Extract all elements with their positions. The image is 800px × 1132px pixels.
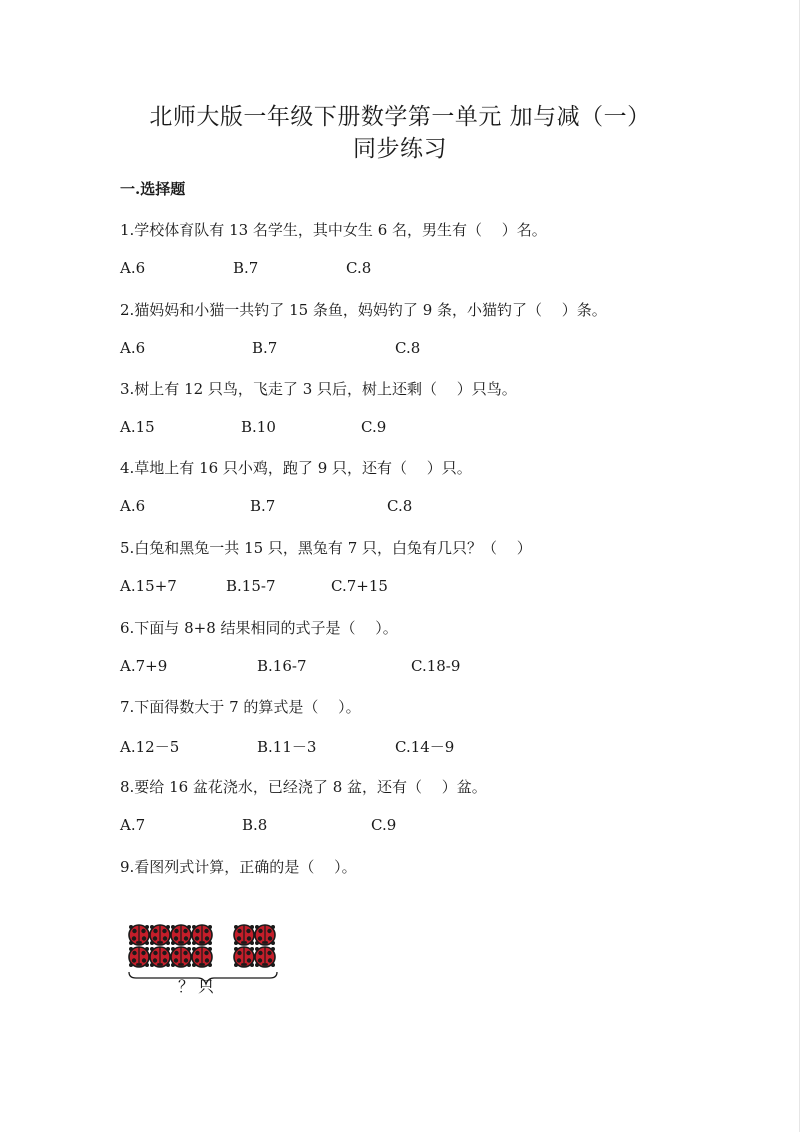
ladybug-group-right: [234, 925, 275, 967]
ladybug-icon: [255, 947, 275, 967]
q5-option-b: B.15-7: [226, 577, 276, 595]
q6-option-c: C.18-9: [411, 657, 461, 675]
ladybug-icon: [150, 925, 170, 945]
ladybug-icon: [129, 925, 149, 945]
question-7: 7.下面得数大于 7 的算式是（ ）。: [120, 698, 361, 716]
ladybug-figure: [120, 908, 320, 998]
q3-option-c: C.9: [361, 418, 387, 436]
q3-option-a: A.15: [120, 418, 155, 436]
q7-option-a: A.12－5: [120, 738, 180, 756]
ladybug-icon: [255, 925, 275, 945]
ladybug-icon: [171, 947, 191, 967]
ladybug-group-left: [129, 925, 212, 967]
q7-option-b: B.11－3: [257, 738, 317, 756]
ladybug-icon: [171, 925, 191, 945]
question-4: 4.草地上有 16 只小鸡，跑了 9 只，还有（ ）只。: [120, 459, 472, 477]
ladybug-icon: [129, 947, 149, 967]
q1-option-c: C.8: [346, 259, 372, 277]
q2-option-c: C.8: [395, 339, 421, 357]
q1-option-b: B.7: [233, 259, 259, 277]
ladybug-icon: [150, 947, 170, 967]
q4-option-a: A.6: [120, 497, 146, 515]
question-2: 2.猫妈妈和小猫一共钓了 15 条鱼，妈妈钓了 9 条，小猫钓了（ ）条。: [120, 301, 607, 319]
q8-option-b: B.8: [242, 816, 268, 834]
section-heading: 一.选择题: [120, 180, 186, 198]
q7-option-c: C.14－9: [395, 738, 455, 756]
question-8: 8.要给 16 盆花浇水，已经浇了 8 盆，还有（ ）盆。: [120, 778, 487, 796]
q2-option-b: B.7: [252, 339, 278, 357]
ladybug-icon: [234, 925, 254, 945]
question-9: 9.看图列式计算，正确的是（ ）。: [120, 858, 357, 876]
q8-option-c: C.9: [371, 816, 397, 834]
q6-option-a: A.7+9: [120, 657, 168, 675]
question-5: 5.白兔和黑兔一共 15 只，黑兔有 7 只，白兔有几只？（ ）: [120, 539, 532, 557]
ladybug-icon: [192, 925, 212, 945]
q1-option-a: A.6: [120, 259, 146, 277]
ladybug-icon: [234, 947, 254, 967]
question-3: 3.树上有 12 只鸟，飞走了 3 只后，树上还剩（ ）只鸟。: [120, 380, 517, 398]
q2-option-a: A.6: [120, 339, 146, 357]
q4-option-c: C.8: [387, 497, 413, 515]
worksheet-title: 北师大版一年级下册数学第一单元 加与减（一）: [149, 104, 651, 130]
question-6: 6.下面与 8+8 结果相同的式子是（ ）。: [120, 619, 398, 637]
q6-option-b: B.16-7: [257, 657, 307, 675]
question-1: 1.学校体育队有 13 名学生，其中女生 6 名，男生有（ ）名。: [120, 221, 547, 239]
figure-label: ？只: [178, 977, 219, 996]
q5-option-c: C.7+15: [331, 577, 388, 595]
worksheet-subtitle: 同步练习: [353, 136, 447, 162]
q5-option-a: A.15+7: [120, 577, 177, 595]
ladybug-icon: [192, 947, 212, 967]
q4-option-b: B.7: [250, 497, 276, 515]
q8-option-a: A.7: [120, 816, 146, 834]
q3-option-b: B.10: [241, 418, 276, 436]
